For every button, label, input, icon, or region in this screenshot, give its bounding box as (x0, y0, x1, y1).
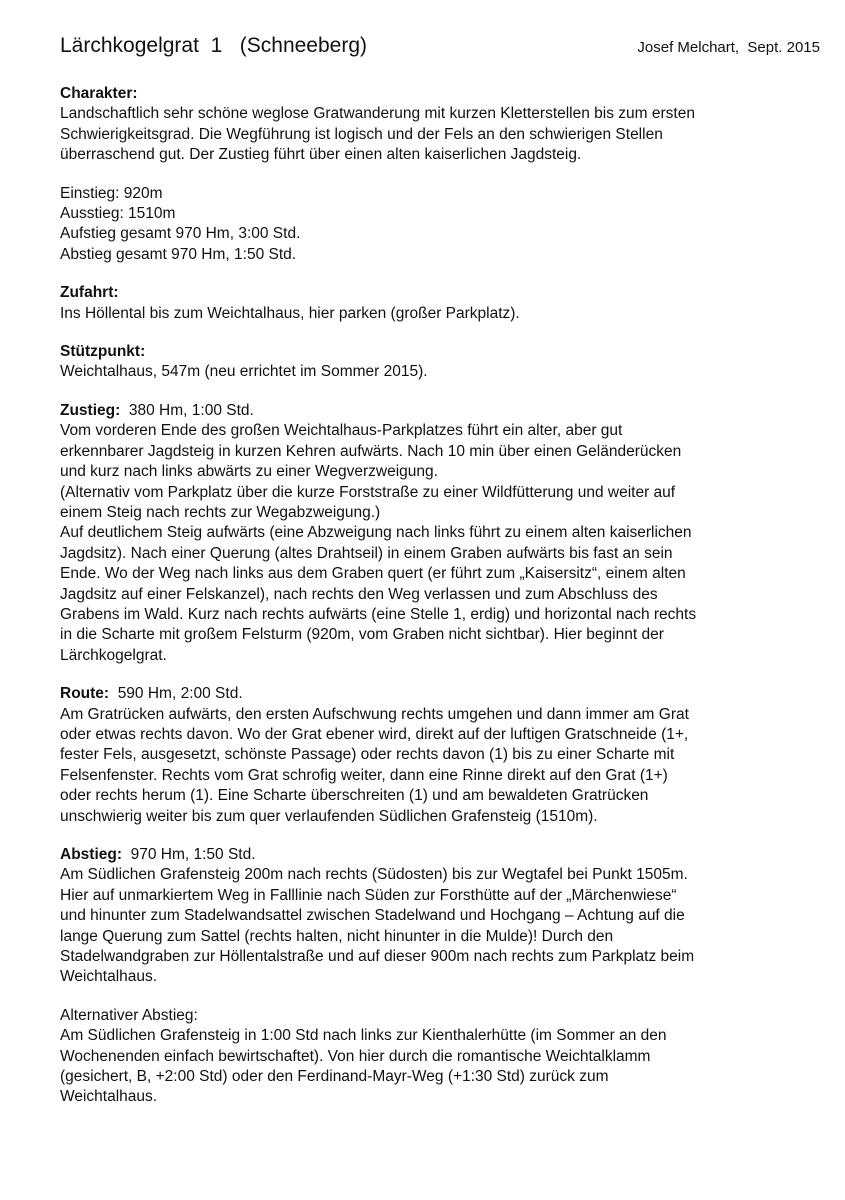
section-text-alternativ: Am Südlichen Grafensteig in 1:00 Std nach links zur Kienthalerhütte (im Sommer an den Wochenenden einfach bewirtschaftet). Von hier durch die romantische Weichtalklamm (gesichert, B, +2:00 Std) oder den Ferdinand-Mayr-Weg (+1:30 Std) zurück zum Weichtalhaus. (60, 1027, 667, 1106)
section-headline-zustieg (60, 401, 820, 421)
section-route (60, 684, 820, 827)
section-heading-alternativ: Alternativer Abstieg: (60, 1006, 198, 1024)
section-alternativ (60, 1006, 820, 1108)
document-page (60, 34, 820, 1108)
section-heading-route: Route: (60, 685, 110, 703)
section-text-stats: Einstieg: 920m Ausstieg: 1510m Aufstieg gesamt 970 Hm, 3:00 Std. Abstieg gesamt 970 Hm, 1:50 Std. (60, 184, 301, 263)
section-heading-zustieg: Zustieg: (60, 401, 121, 419)
section-headline-route (60, 684, 820, 704)
section-text-charakter: Landschaftlich sehr schöne weglose Gratwanderung mit kurzen Kletterstellen bis zum ersten Schwierigkeitsgrad. Die Wegführung ist logisch und der Fels an den schwierigen Stellen überraschend gut. Der Zustieg führt über einen alten kaiserlichen Jagdsteig. (60, 105, 695, 164)
section-heading-charakter: Charakter: (60, 85, 138, 102)
section-heading-abstieg: Abstieg: (60, 846, 122, 863)
section-text-zustieg: Vom vorderen Ende des großen Weichtalhaus-Parkplatzes führt ein alter, aber gut erkennbarer Jagdsteig in kurzen Kehren aufwärts. Nach 10 min über einen Geländerücken und kurz nach links abwärts zu einer Wegverzweigung. (Alternativ vom Parkplatz über die kurze Forststraße zu einer Wildfütterung und weiter auf einem Steig nach rechts zur Wegabzweigung.) Auf deutlichem Steig aufwärts (eine Abzweigung nach links führt zu einem alten kaiserlichen Jagdsitz). Nach einer Querung (altes Drahtseil) in einem Graben aufwärts bis fast an sein Ende. Wo der Weg nach links aus dem Graben quert (er führt zum „Kaisersitz“, einem alten Jagdsitz auf einer Felskanzel), nach rechts den Weg verlassen und zum Abschluss des Grabens im Wald. Kurz nach rechts aufwärts (eine Stelle 1, erdig) und horizontal nach rechts in die Scharte mit großem Felsturm (920m, vom Graben nicht sichtbar). Hier beginnt der Lärchkogelgrat. (60, 422, 697, 664)
document-header (60, 34, 820, 68)
section-zustieg (60, 401, 820, 666)
section-summary-zustieg: 380 Hm, 1:00 Std. (120, 401, 254, 419)
author-date: Josef Melchart, Sept. 2015 (637, 39, 820, 56)
section-abstieg (60, 845, 820, 988)
section-zufahrt (60, 283, 820, 324)
document-title: Lärchkogelgrat 1 (Schneeberg) (60, 34, 368, 57)
section-heading-stuetzpunkt: Stützpunkt: (60, 343, 146, 361)
section-text-zufahrt: Ins Höllental bis zum Weichtalhaus, hier parken (großer Parkplatz). (60, 304, 520, 322)
section-summary-route: 590 Hm, 2:00 Std. (109, 685, 243, 703)
section-text-route: Am Gratrücken aufwärts, den ersten Aufschwung rechts umgehen und dann immer am Grat oder etwas rechts davon. Wo der Grat ebener wird, direkt auf der luftigen Gratschneide (1+, fester Fels, ausgesetzt, schönste Passage) oder rechts davon (1) bis zu einer Scharte mit Felsenfenster. Rechts vom Grat schrofig weiter, dann eine Rinne direkt auf den Grat (1+) oder rechts herum (1). Eine Scharte überschreiten (1) und am bewaldeten Gratrücken unschwierig weiter bis zum quer verlaufenden Südlichen Grafensteig (1510m). (60, 705, 689, 825)
section-charakter (60, 84, 820, 166)
section-stats (60, 184, 820, 266)
section-headline-abstieg (60, 845, 820, 865)
section-stuetzpunkt (60, 342, 820, 383)
section-heading-zufahrt: Zufahrt: (60, 284, 119, 302)
section-summary-abstieg: 970 Hm, 1:50 Std. (122, 846, 256, 863)
section-text-stuetzpunkt: Weichtalhaus, 547m (neu errichtet im Sommer 2015). (60, 363, 428, 381)
section-text-abstieg: Am Südlichen Grafensteig 200m nach rechts (Südosten) bis zur Wegtafel bei Punkt 1505m. Hier auf unmarkiertem Weg in Falllinie nach Süden zur Forsthütte auf der „Märchenwiese“ und hinunter zum Stadelwandsattel zwischen Stadelwand und Hochgang – Achtung auf die lange Querung zum Sattel (rechts halten, nicht hinunter in die Mulde)! Durch den Stadelwandgraben zur Höllentalstraße und auf dieser 900m nach rechts zum Parkplatz beim Weichtalhaus. (60, 866, 695, 986)
